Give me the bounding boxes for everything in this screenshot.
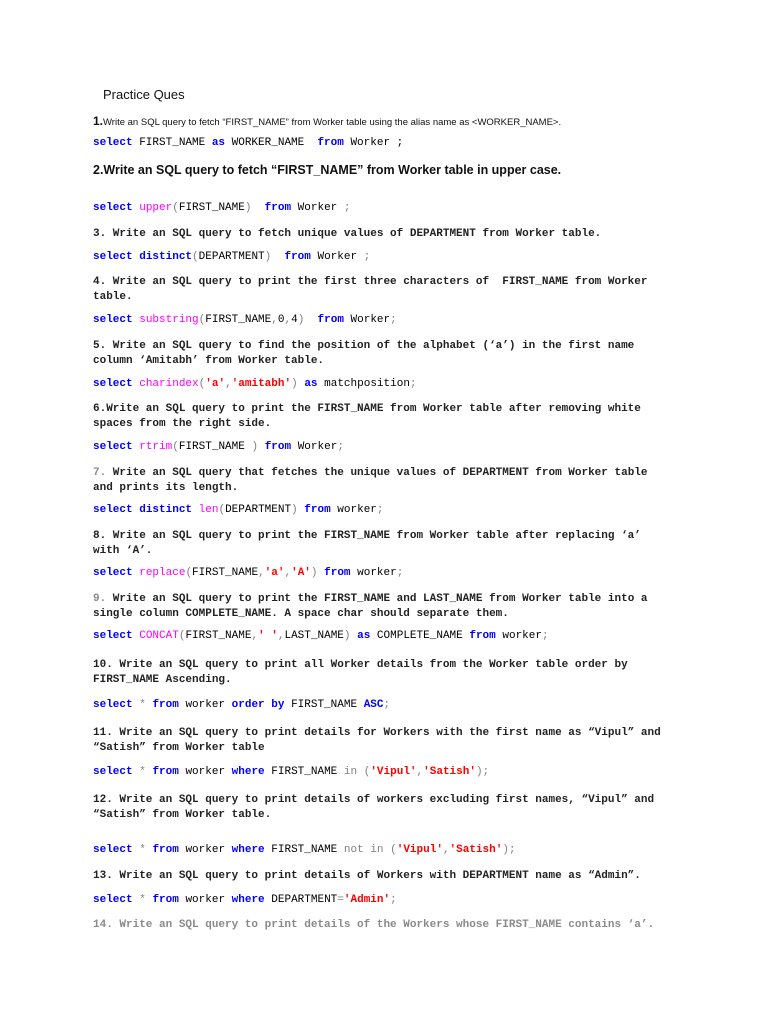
code-token: 'Satish': [449, 844, 503, 856]
code-token: from: [284, 251, 311, 263]
code-token: worker: [178, 844, 232, 856]
code-token: Worker ;: [343, 137, 404, 149]
code-token: *: [139, 766, 146, 778]
code-token: *: [139, 894, 146, 906]
code-token: (: [172, 441, 179, 453]
code-token: Worker: [343, 314, 391, 326]
code-token: ;: [541, 630, 549, 642]
code-token: COMPLETE_NAME: [370, 630, 470, 642]
code-token: [251, 202, 264, 214]
code-token: FIRST_NAME: [185, 630, 252, 642]
code-token: FIRST_NAME: [178, 441, 252, 453]
code-token: ;: [390, 314, 397, 326]
code-token: ;: [396, 567, 404, 579]
code-token: len: [198, 504, 219, 516]
code-token: ,: [284, 314, 292, 326]
code-token: worker: [178, 766, 232, 778]
code-token: substring: [139, 314, 199, 326]
code-token: ,: [251, 630, 259, 642]
code-token: FIRST_NAME: [132, 137, 212, 149]
code-token: ): [264, 251, 272, 263]
code-token: (: [198, 378, 206, 390]
code-token: 'Satish': [423, 766, 476, 778]
code-token: ,: [277, 630, 285, 642]
question-2: 2.Write an SQL query to fetch “FIRST_NAME” from Worker table in upper case.: [93, 163, 562, 177]
code-token: ): [343, 630, 351, 642]
answer-5-code: [93, 378, 417, 390]
question-1-number: 1.: [93, 114, 104, 128]
code-token: 'Vipul': [396, 844, 443, 856]
code-token: charindex: [139, 378, 199, 390]
code-token: ' ': [258, 630, 278, 642]
question-7-number: 7.: [93, 467, 107, 479]
code-token: worker: [330, 504, 377, 516]
answer-9-code: [93, 630, 549, 642]
code-token: ): [251, 441, 259, 453]
code-token: ,: [271, 314, 278, 326]
answer-2-code: [93, 202, 351, 214]
code-token: select: [93, 567, 133, 579]
code-token: *: [139, 844, 146, 856]
code-token: 4: [291, 314, 298, 326]
code-token: ,: [258, 567, 265, 579]
code-token: =: [337, 894, 344, 906]
question-8: 8. Write an SQL query to print the FIRST_NAME from Worker table after replacing ‘a’ with ‘A’.: [93, 530, 648, 557]
code-token: select: [93, 844, 133, 856]
code-token: select: [93, 630, 133, 642]
code-token: WORKER_NAME: [225, 137, 318, 149]
code-token: (: [185, 567, 193, 579]
code-token: ): [291, 504, 298, 516]
code-token: select: [93, 137, 133, 149]
code-token: from: [469, 630, 496, 642]
code-token: FIRST_NAME: [178, 202, 245, 214]
question-14: 14. Write an SQL query to print details of the Workers whose FIRST_NAME contains ‘a’.: [93, 919, 655, 931]
code-token: select: [93, 202, 133, 214]
code-token: 'Vipul': [370, 766, 417, 778]
answer-1-code: [93, 137, 403, 149]
code-token: ;: [376, 504, 384, 516]
code-token: select: [93, 314, 133, 326]
code-token: (: [192, 251, 199, 263]
code-token: matchposition: [317, 378, 410, 390]
code-token: from: [264, 441, 292, 453]
code-token: select: [93, 251, 133, 263]
code-token: select: [93, 378, 133, 390]
code-token: ;: [409, 378, 417, 390]
code-token: DEPARTMENT: [264, 894, 338, 906]
question-10: 10. Write an SQL query to print all Worker details from the Worker table order by FIRST_NAME Ascending.: [93, 659, 635, 686]
code-token: LAST_NAME: [284, 630, 344, 642]
code-token: FIRST_NAME: [264, 766, 344, 778]
code-token: ASC: [363, 699, 384, 711]
code-token: 'Admin': [343, 894, 391, 906]
question-5: 5. Write an SQL query to find the position of the alphabet (‘a’) in the first name column ‘Amitabh’ from Worker table.: [93, 340, 641, 367]
code-token: 0: [277, 314, 285, 326]
code-token: FIRST_NAME: [205, 314, 272, 326]
code-token: (: [172, 202, 179, 214]
code-token: worker: [495, 630, 542, 642]
code-token: 'amitabh': [231, 378, 292, 390]
code-token: from: [324, 567, 351, 579]
code-token: as: [211, 137, 226, 149]
code-token: where: [231, 766, 265, 778]
code-token: FIRST_NAME: [284, 699, 364, 711]
code-token: from: [264, 202, 292, 214]
question-6: 6.Write an SQL query to print the FIRST_NAME from Worker table after removing white spaces from the right side.: [93, 403, 648, 430]
answer-7-code: [93, 504, 384, 516]
code-token: select: [93, 699, 133, 711]
answer-6-code: [93, 441, 344, 453]
code-token: select: [93, 766, 133, 778]
code-token: *: [139, 699, 146, 711]
code-token: select: [93, 894, 133, 906]
code-token: FIRST_NAME: [264, 844, 344, 856]
code-token: where: [231, 844, 265, 856]
code-token: worker: [178, 894, 232, 906]
code-token: DEPARTMENT: [198, 251, 265, 263]
code-token: 'a': [205, 378, 226, 390]
code-token: );: [502, 844, 516, 856]
question-9: [93, 592, 673, 622]
code-token: Worker: [310, 251, 364, 263]
code-token: (: [178, 630, 186, 642]
code-token: order by: [231, 699, 285, 711]
answer-4-code: [93, 314, 397, 326]
code-token: Worker: [291, 202, 344, 214]
code-token: worker: [178, 699, 232, 711]
question-11: 11. Write an SQL query to print details for Workers with the first name as “Vipul” and “Satish” from Worker table: [93, 727, 668, 754]
code-token: worker: [350, 567, 397, 579]
code-token: as: [304, 378, 318, 390]
code-token: upper: [139, 202, 173, 214]
code-token: [192, 504, 199, 516]
code-token: [357, 766, 364, 778]
code-token: not in: [343, 844, 384, 856]
code-token: (: [363, 766, 371, 778]
code-token: distinct: [139, 504, 193, 516]
code-token: ): [310, 567, 318, 579]
answer-13-code: [93, 894, 397, 906]
code-token: from: [304, 504, 331, 516]
code-token: (: [218, 504, 226, 516]
question-3: 3. Write an SQL query to fetch unique values of DEPARTMENT from Worker table.: [93, 228, 602, 240]
question-7: [93, 466, 673, 496]
question-1: [93, 114, 561, 128]
code-token: ;: [337, 441, 344, 453]
code-token: in: [343, 766, 358, 778]
code-token: CONCAT: [139, 630, 179, 642]
code-token: (: [198, 314, 206, 326]
code-token: ;: [343, 202, 351, 214]
code-token: (: [390, 844, 397, 856]
question-7-text: Write an SQL query that fetches the unique values of DEPARTMENT from Worker table and prints its length.: [93, 467, 655, 494]
question-9-number: 9.: [93, 593, 107, 605]
code-token: ,: [284, 567, 292, 579]
code-token: rtrim: [139, 441, 173, 453]
code-token: DEPARTMENT: [225, 504, 292, 516]
code-token: ): [244, 202, 252, 214]
code-token: from: [317, 314, 344, 326]
code-token: ;: [383, 699, 391, 711]
code-token: select: [93, 504, 133, 516]
code-token: [304, 314, 317, 326]
page-title: Practice Ques: [103, 87, 185, 102]
code-token: ;: [390, 894, 397, 906]
code-token: ,: [416, 766, 424, 778]
code-token: select: [93, 441, 133, 453]
code-token: from: [152, 699, 179, 711]
code-token: ,: [225, 378, 232, 390]
question-4: 4. Write an SQL query to print the first three characters of FIRST_NAME from Worker table.: [93, 276, 655, 303]
answer-12-code: [93, 844, 516, 856]
code-token: ,: [442, 844, 450, 856]
code-token: from: [317, 137, 344, 149]
answer-8-code: [93, 567, 403, 579]
code-token: from: [152, 766, 179, 778]
code-token: from: [152, 844, 179, 856]
question-1-text: Write an SQL query to fetch “FIRST_NAME” from Worker table using the alias name as <WORKER_NAME>.: [103, 117, 562, 128]
code-token: where: [231, 894, 265, 906]
question-9-text: Write an SQL query to print the FIRST_NAME and LAST_NAME from Worker table into a single column COMPLETE_NAME. A space char should separate them.: [93, 593, 655, 620]
question-13: 13. Write an SQL query to print details of Workers with DEPARTMENT name as “Admin”.: [93, 870, 641, 882]
code-token: distinct: [139, 251, 193, 263]
code-token: as: [357, 630, 371, 642]
code-token: 'A': [291, 567, 311, 579]
answer-3-code: [93, 251, 370, 263]
code-token: 'a': [264, 567, 285, 579]
code-token: ): [297, 314, 305, 326]
answer-10-code: [93, 699, 390, 711]
code-token: FIRST_NAME: [192, 567, 259, 579]
question-12: 12. Write an SQL query to print details of workers excluding first names, “Vipul” and “Satish” from Worker table.: [93, 794, 661, 821]
answer-11-code: [93, 766, 489, 778]
code-token: [258, 441, 265, 453]
code-token: replace: [139, 567, 186, 579]
code-token: );: [475, 766, 490, 778]
code-token: [271, 251, 284, 263]
code-token: from: [152, 894, 179, 906]
code-token: Worker: [291, 441, 338, 453]
code-token: ): [291, 378, 298, 390]
code-token: ;: [363, 251, 371, 263]
